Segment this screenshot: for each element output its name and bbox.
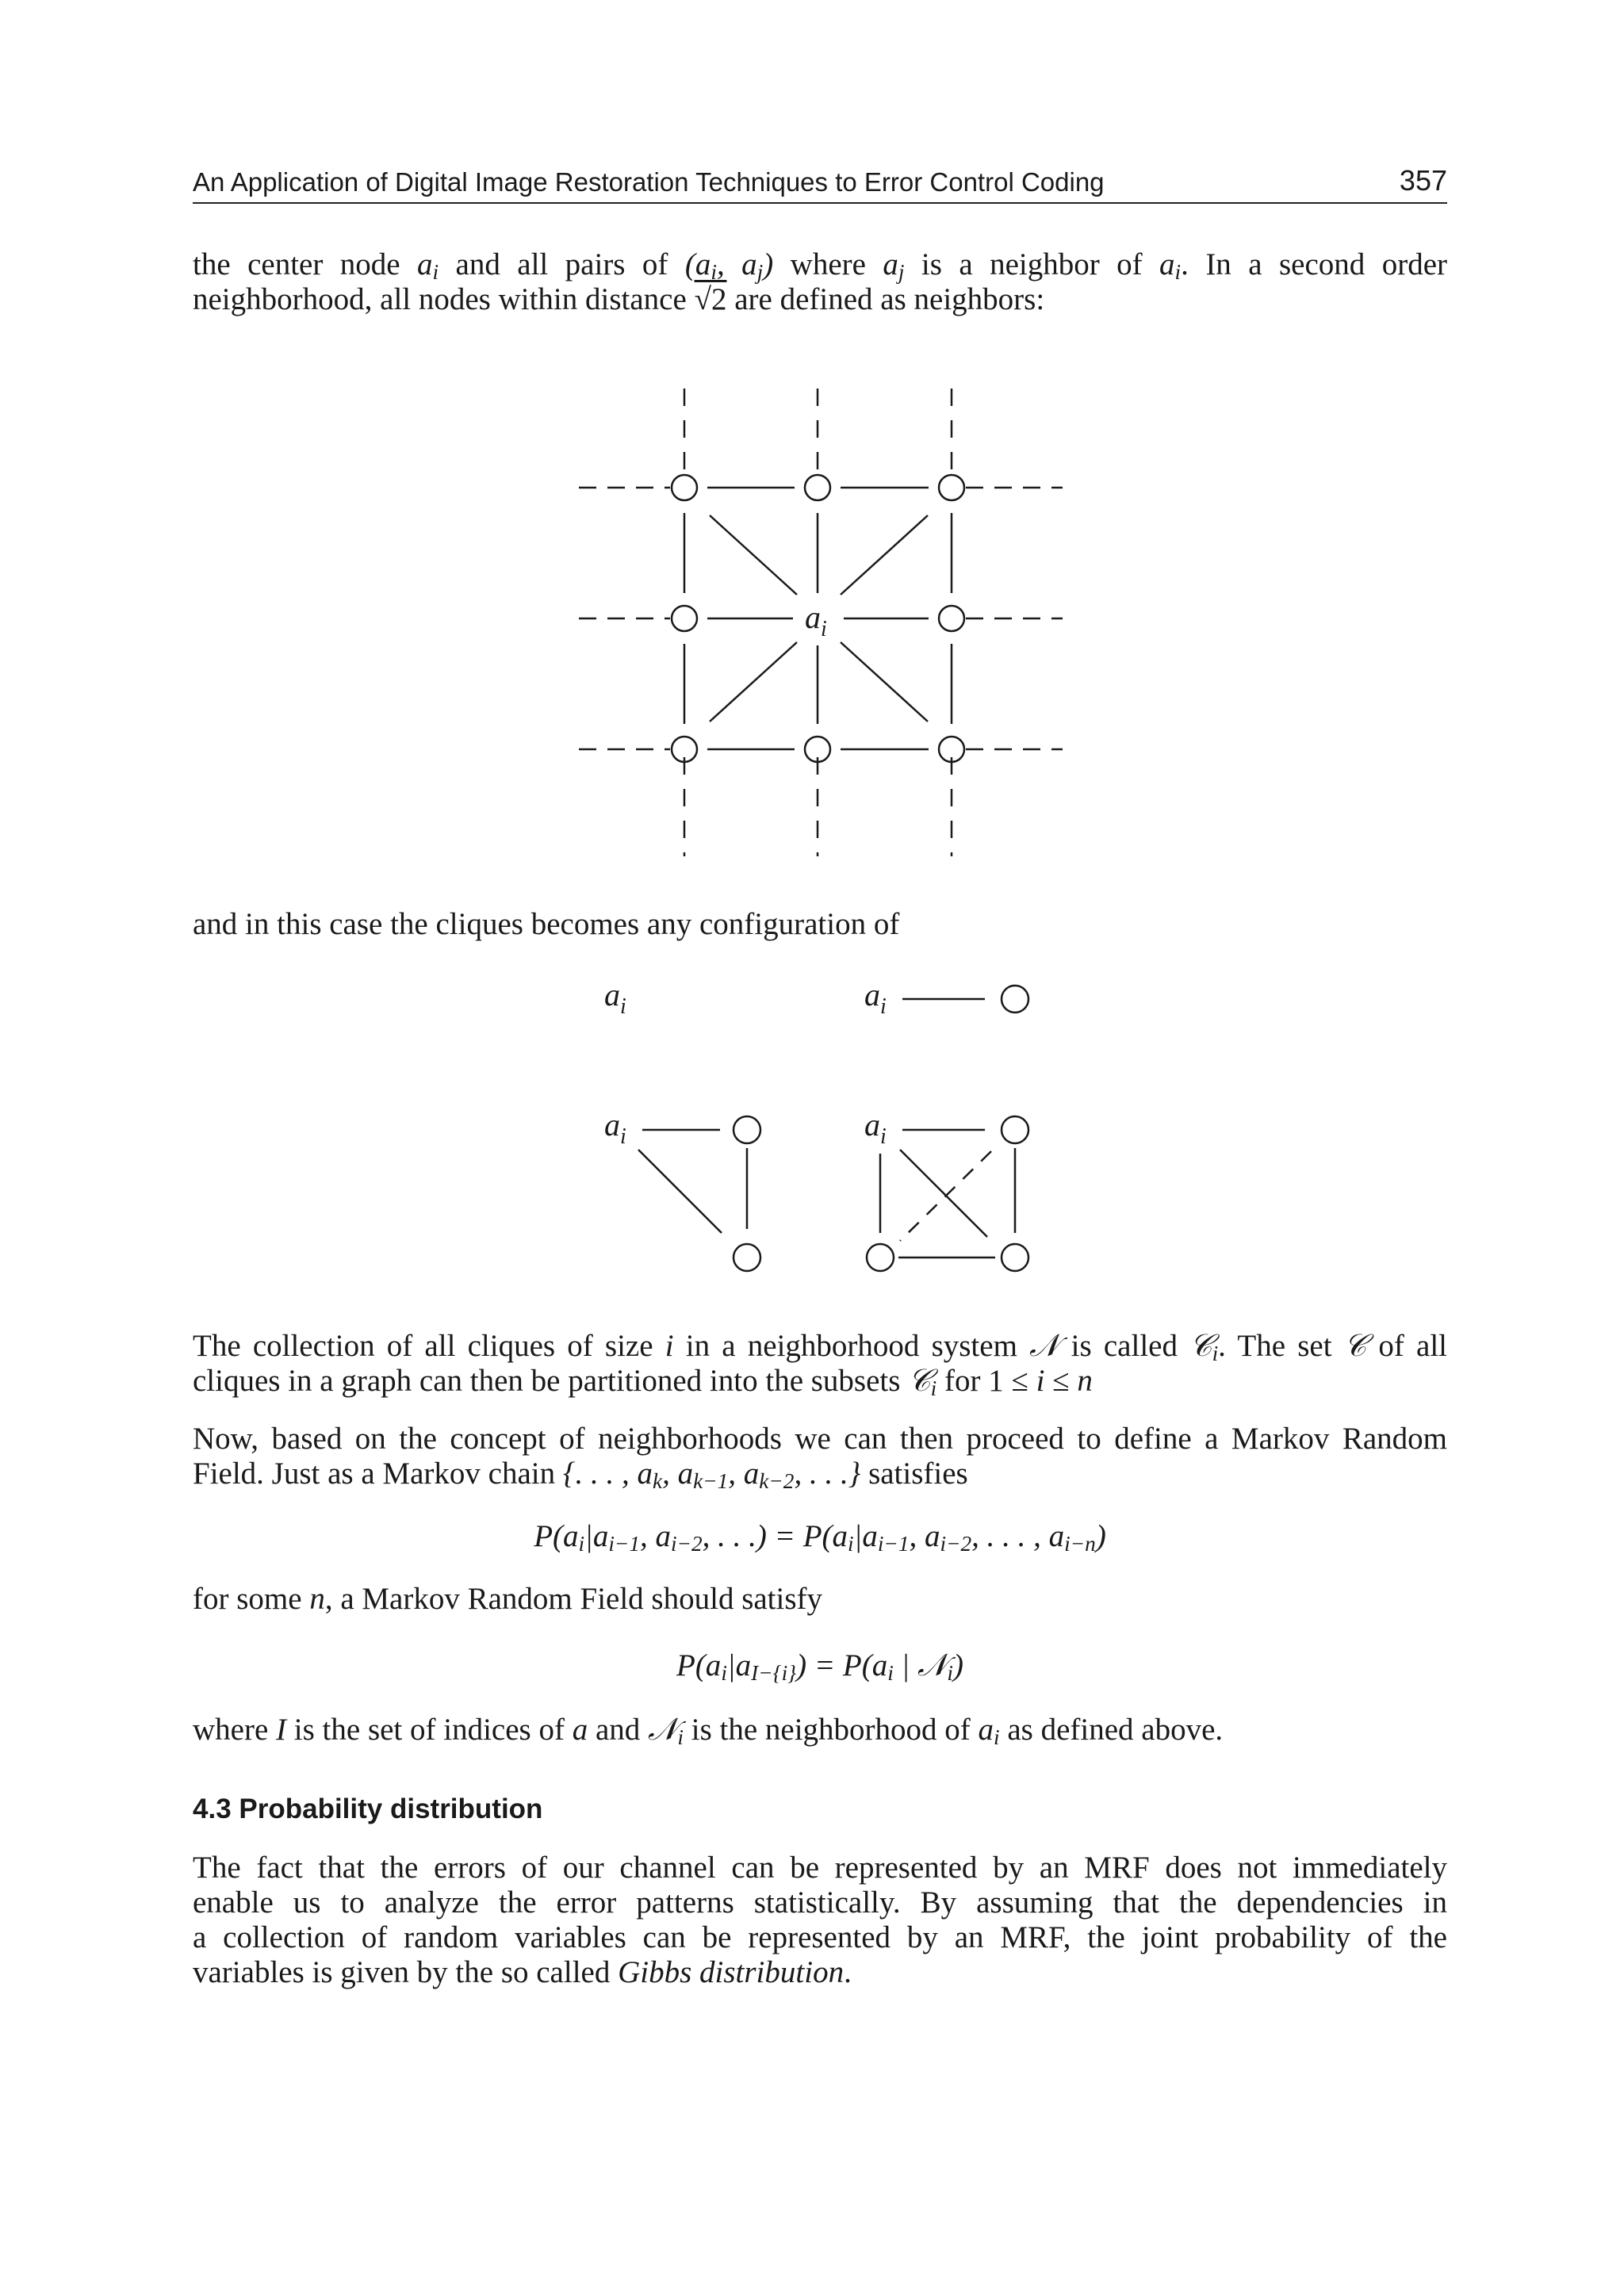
diagonal-edge xyxy=(841,642,928,722)
text-run: Field. Just as a Markov chain xyxy=(193,1457,563,1491)
text-run: and in this case the cliques becomes any configuration of xyxy=(193,907,900,941)
math-var: a xyxy=(978,1713,994,1747)
math-var: | 𝒩 xyxy=(893,1648,948,1682)
math-sub: i−1 xyxy=(608,1532,640,1556)
section-heading: 4.3 Probability distribution xyxy=(193,1793,543,1824)
collection-line-1 xyxy=(193,1329,1447,1364)
text-run: cliques in a graph can then be partitioned into the subsets xyxy=(193,1364,909,1398)
running-title: An Application of Digital Image Restoration Techniques to Error Control Coding xyxy=(193,167,1105,197)
diagonal-edge xyxy=(638,1150,722,1233)
final-paragraph xyxy=(193,1851,1447,1990)
math-var: a xyxy=(572,1713,588,1747)
page-number: 357 xyxy=(1399,164,1447,197)
math-var: I xyxy=(276,1713,287,1747)
clique-label: $a_i$ xyxy=(864,977,887,1019)
math-sub: j xyxy=(898,260,905,284)
math-sqrt: √2 xyxy=(694,282,727,316)
for-some-line xyxy=(193,1582,1447,1617)
math-var: P(a xyxy=(676,1648,722,1682)
math-var: ) xyxy=(952,1648,963,1682)
math-sub: i−2 xyxy=(670,1532,703,1556)
collection-line-2 xyxy=(193,1364,1447,1399)
text-run: is the neighborhood of xyxy=(684,1713,979,1747)
text-run: for some xyxy=(193,1582,310,1616)
math-aj xyxy=(883,247,905,284)
text-run: satisfies xyxy=(860,1457,968,1491)
math-var: i xyxy=(1036,1364,1045,1398)
math-var: 𝒞 xyxy=(908,1364,931,1398)
math-sub: i xyxy=(1174,260,1182,284)
diagonal-edge xyxy=(710,642,797,722)
math-sub: i−2 xyxy=(940,1532,972,1556)
math-var: P(a xyxy=(802,1519,848,1553)
math-ai xyxy=(979,1713,1000,1747)
clique-label: $a_i$ xyxy=(864,1107,887,1149)
math-var: n xyxy=(309,1582,325,1616)
diagonal-edge xyxy=(841,515,928,595)
node xyxy=(733,1116,760,1143)
math-ai xyxy=(417,247,439,284)
math-var: , a xyxy=(662,1457,694,1491)
math-sub: i xyxy=(721,1661,727,1685)
math-sub: j xyxy=(756,260,764,284)
diagonal-edge xyxy=(900,1150,987,1237)
markov-line-1: Now, based on the concept of neighborhoods we can then proceed to define a Markov Random xyxy=(193,1422,1447,1456)
math-var: |a xyxy=(853,1519,878,1553)
math-var: |a xyxy=(726,1648,752,1682)
math-sub: i xyxy=(947,1661,953,1685)
text-run: the center node xyxy=(193,247,417,281)
math-Ci xyxy=(908,1364,936,1398)
math-var: , . . .) = xyxy=(702,1519,803,1553)
center-node-label: $a_i$ xyxy=(805,599,827,641)
final-line-2: enable us to analyze the error patterns statistically. By assuming that the dependencies in xyxy=(193,1885,1447,1920)
text-run: and all pairs of xyxy=(439,247,685,281)
math-sub: i xyxy=(887,1661,894,1685)
cliques-paragraph xyxy=(193,907,1447,942)
node xyxy=(672,606,697,631)
math-var: , . . .} xyxy=(794,1457,861,1491)
math-pair xyxy=(684,247,774,284)
math-chain xyxy=(563,1457,860,1491)
text-run: for 1 ≤ xyxy=(936,1364,1036,1398)
where-line xyxy=(193,1713,1447,1748)
text-run: is called xyxy=(1059,1329,1190,1363)
math-ai xyxy=(1159,247,1182,284)
math-Ci xyxy=(1189,1329,1218,1363)
text-run: variables is given by the so called xyxy=(193,1955,619,1989)
for-some-paragraph xyxy=(193,1582,1447,1617)
math-Ni xyxy=(648,1713,684,1747)
math-sub: k xyxy=(652,1469,663,1493)
equation-mrf xyxy=(193,1648,1447,1683)
math-var: {. . . , a xyxy=(562,1457,653,1491)
equation-markov-chain xyxy=(193,1518,1447,1554)
node xyxy=(1002,986,1028,1013)
intro-line-2 xyxy=(193,282,1447,317)
math-var: , . . . , a xyxy=(971,1519,1065,1553)
math-var: a xyxy=(1159,247,1175,281)
text-run: are defined as neighbors: xyxy=(726,282,1045,316)
neighborhood-diagram xyxy=(555,381,1094,872)
math-var: 𝒩 xyxy=(648,1713,678,1747)
text-run: . The set xyxy=(1218,1329,1344,1363)
text-run: , a Markov Random Field should satisfy xyxy=(324,1582,823,1616)
final-line-1: The fact that the errors of our channel can be represented by an MRF does not immediately xyxy=(193,1851,1447,1885)
math-var: 𝒞 xyxy=(1189,1329,1212,1363)
math-var: a xyxy=(883,247,898,281)
node xyxy=(867,1244,894,1271)
node xyxy=(1002,1244,1028,1271)
math-var: , a xyxy=(909,1519,940,1553)
markov-paragraph xyxy=(193,1422,1447,1491)
math-sub: i xyxy=(432,260,439,284)
math-sub: k−2 xyxy=(759,1469,795,1493)
math-sub: i xyxy=(710,260,717,284)
math-var: n xyxy=(1077,1364,1093,1398)
math-sub: i xyxy=(994,1725,1000,1749)
node xyxy=(1002,1116,1028,1143)
math-sub: i xyxy=(930,1376,937,1400)
text-run: of all xyxy=(1366,1329,1447,1363)
math-var: ) xyxy=(763,247,774,281)
math-sub: i−1 xyxy=(877,1532,910,1556)
text-run: in a neighborhood system xyxy=(673,1329,1030,1363)
intro-paragraph xyxy=(193,247,1447,317)
where-paragraph xyxy=(193,1713,1447,1748)
math-sub: i xyxy=(848,1532,854,1556)
final-line-4 xyxy=(193,1955,1447,1990)
text-run: where xyxy=(193,1713,277,1747)
math-var: , a xyxy=(639,1519,671,1553)
node xyxy=(733,1244,760,1271)
text-run: is the set of indices of xyxy=(286,1713,573,1747)
final-line-3: a collection of random variables can be represented by an MRF, the joint probability of the xyxy=(193,1920,1447,1954)
math-sub: i xyxy=(677,1725,684,1749)
node xyxy=(672,475,697,500)
text-run: . xyxy=(844,1955,852,1989)
math-sub: k−1 xyxy=(693,1469,729,1493)
math-var: P(a xyxy=(534,1519,579,1553)
math-var: (a xyxy=(684,247,711,281)
node xyxy=(939,475,964,500)
math-sub: i xyxy=(1212,1342,1219,1365)
intro-line-1 xyxy=(193,247,1447,282)
node xyxy=(805,475,830,500)
text-run: is a neighbor of xyxy=(904,247,1160,281)
clique-label: $a_i$ xyxy=(604,1107,626,1149)
math-sub: i−n xyxy=(1064,1532,1096,1556)
text-run: ≤ xyxy=(1044,1364,1078,1398)
math-var: 𝒩 xyxy=(1029,1329,1059,1363)
math-sub: I−{i} xyxy=(751,1661,797,1685)
text-run: as defined above. xyxy=(999,1713,1224,1747)
emphasis-gibbs: Gibbs distribution xyxy=(618,1955,845,1989)
math-sub: i xyxy=(578,1532,585,1556)
math-var: ) = P(a xyxy=(796,1648,888,1682)
diagonal-edge xyxy=(710,515,797,595)
math-var: i xyxy=(665,1329,674,1363)
math-var: , a xyxy=(728,1457,760,1491)
math-var: 𝒞 xyxy=(1343,1329,1367,1363)
clique-label: $a_i$ xyxy=(604,977,626,1019)
running-header xyxy=(193,163,1447,204)
text-run: The collection of all cliques of size xyxy=(193,1329,665,1363)
text-run: neighborhood, all nodes within distance xyxy=(193,282,695,316)
math-var: ) xyxy=(1095,1519,1106,1553)
math-var: |a xyxy=(584,1519,609,1553)
text-run: . In a second order xyxy=(1181,247,1447,281)
math-var: a xyxy=(417,247,433,281)
text-run: where xyxy=(773,247,883,281)
collection-paragraph xyxy=(193,1329,1447,1399)
clique-configurations-diagram xyxy=(587,967,1063,1284)
text-run: and xyxy=(588,1713,649,1747)
node xyxy=(939,606,964,631)
markov-line-2 xyxy=(193,1457,1447,1491)
math-var: , a xyxy=(716,247,757,281)
